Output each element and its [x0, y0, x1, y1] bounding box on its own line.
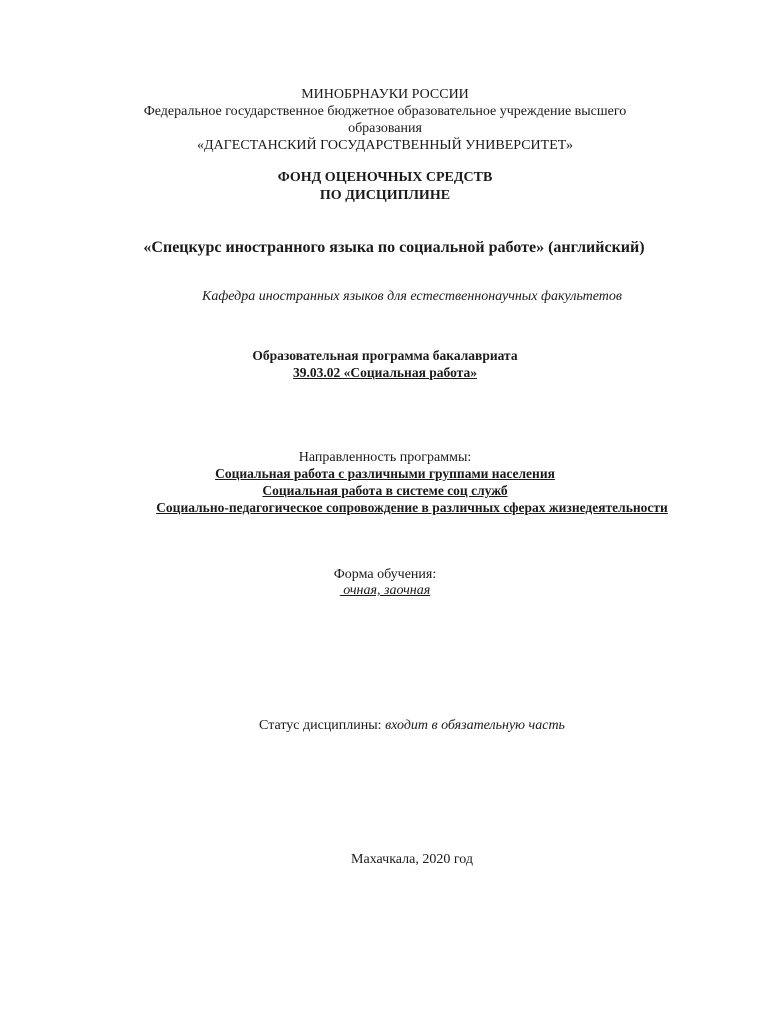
orientation-item — [0, 465, 770, 482]
study-form-label: Форма обучения: — [333, 567, 437, 582]
city-year: Махачкала, 2020 год — [351, 852, 473, 867]
program-code — [0, 364, 770, 381]
orientation-item-text: Социально-педагогическое сопровождение в различных сферах жизнедеятельности — [156, 500, 668, 515]
fund-title-line-2: ПО ДИСЦИПЛИНЕ — [319, 188, 451, 203]
university-name: «ДАГЕСТАНСКИЙ ГОСУДАРСТВЕННЫЙ УНИВЕРСИТЕТ» — [197, 138, 573, 153]
discipline-status — [27, 717, 770, 734]
orientation-item — [27, 499, 770, 516]
program-label: Образовательная программа бакалавриата — [252, 348, 518, 363]
fund-title-line-1: ФОНД ОЦЕНОЧНЫХ СРЕДСТВ — [277, 170, 493, 185]
orientation-label: Направленность программы: — [298, 450, 472, 465]
status-value: входит в обязательную часть — [385, 718, 565, 733]
status-label: Статус дисциплины: — [259, 718, 386, 733]
institution-line-2: образования — [348, 121, 422, 136]
orientation-item-text: Социальная работа в системе соц служб — [262, 483, 508, 498]
study-form-value-line — [0, 582, 770, 599]
program-code-text: 39.03.02 «Социальная работа» — [293, 365, 477, 380]
department-name: Кафедра иностранных языков для естественнонаучных факультетов — [202, 289, 622, 304]
study-form-value: очная, заочная — [339, 583, 431, 598]
orientation-item — [0, 482, 770, 499]
orientation-item-text: Социальная работа с различными группами населения — [215, 466, 555, 481]
discipline-title: «Спецкурс иностранного языка по социальной работе» (английский) — [143, 239, 645, 256]
ministry-name: МИНОБРНАУКИ РОССИИ — [301, 87, 469, 102]
institution-line-1: Федеральное государственное бюджетное образовательное учреждение высшего — [143, 104, 627, 119]
